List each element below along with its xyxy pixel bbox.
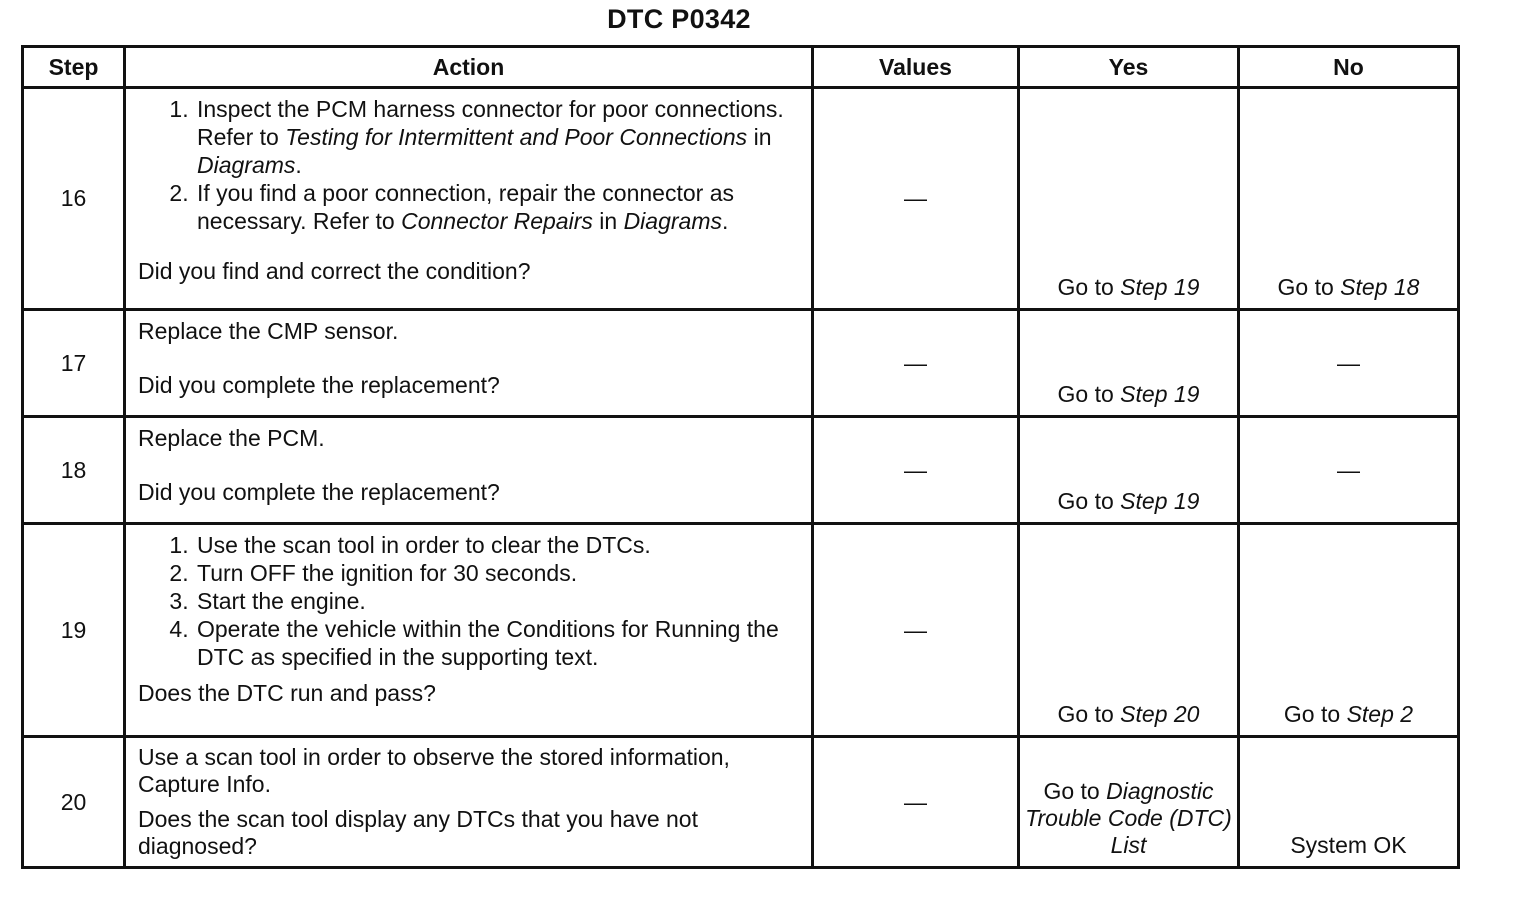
value-cell: — bbox=[813, 310, 1019, 417]
value-cell: — bbox=[813, 417, 1019, 524]
yes-cell: Go to Step 19 bbox=[1019, 417, 1239, 524]
action-cell bbox=[125, 524, 813, 737]
no-cell: System OK bbox=[1239, 737, 1459, 868]
header-row bbox=[23, 47, 1459, 88]
action-question: Does the DTC run and pass? bbox=[138, 680, 436, 706]
action-cell bbox=[125, 417, 813, 524]
step-number: 18 bbox=[23, 417, 125, 524]
table-row bbox=[23, 310, 1459, 417]
step-number: 19 bbox=[23, 524, 125, 737]
table-row bbox=[23, 737, 1459, 868]
step-number: 16 bbox=[23, 88, 125, 310]
action-cell bbox=[125, 88, 813, 310]
action-item: 2. If you find a poor connection, repair the connector as necessary. Refer to Connector Repairs in Diagrams. bbox=[195, 179, 801, 235]
table-row bbox=[23, 524, 1459, 737]
header-values: Values bbox=[813, 47, 1019, 88]
table-row bbox=[23, 88, 1459, 310]
action-item: 3. Start the engine. bbox=[195, 587, 801, 615]
yes-cell: Go to Step 19 bbox=[1019, 310, 1239, 417]
header-step: Step bbox=[23, 47, 125, 88]
value-cell: — bbox=[813, 737, 1019, 868]
step-number: 20 bbox=[23, 737, 125, 868]
yes-cell: Go to Diagnostic Trouble Code (DTC) List bbox=[1019, 737, 1239, 868]
action-item: 1. Inspect the PCM harness connector for poor connections. Refer to Testing for Intermittent and Poor Connections in Diagrams. bbox=[195, 95, 801, 179]
header-no: No bbox=[1239, 47, 1459, 88]
no-cell: Go to Step 18 bbox=[1239, 88, 1459, 310]
action-item: 1. Use the scan tool in order to clear the DTCs. bbox=[195, 531, 801, 559]
page-title: DTC P0342 bbox=[607, 4, 751, 34]
value-cell: — bbox=[813, 524, 1019, 737]
action-cell bbox=[125, 310, 813, 417]
action-text: Use a scan tool in order to observe the stored information, Capture Info. bbox=[138, 744, 730, 797]
action-question: Does the scan tool display any DTCs that you have not diagnosed? bbox=[138, 806, 698, 859]
no-cell: Go to Step 2 bbox=[1239, 524, 1459, 737]
action-question: Did you find and correct the condition? bbox=[138, 258, 531, 284]
no-cell: — bbox=[1239, 310, 1459, 417]
diagnostic-table bbox=[21, 45, 1460, 869]
action-list bbox=[138, 95, 801, 235]
yes-cell: Go to Step 20 bbox=[1019, 524, 1239, 737]
action-item: 2. Turn OFF the ignition for 30 seconds. bbox=[195, 559, 801, 587]
action-question: Did you complete the replacement? bbox=[138, 372, 500, 398]
action-list bbox=[138, 531, 801, 671]
step-number: 17 bbox=[23, 310, 125, 417]
yes-cell: Go to Step 19 bbox=[1019, 88, 1239, 310]
action-cell bbox=[125, 737, 813, 868]
action-text: Replace the PCM. bbox=[138, 425, 325, 451]
no-cell: — bbox=[1239, 417, 1459, 524]
action-question: Did you complete the replacement? bbox=[138, 479, 500, 505]
table-row bbox=[23, 417, 1459, 524]
value-cell: — bbox=[813, 88, 1019, 310]
action-item: 4. Operate the vehicle within the Conditions for Running the DTC as specified in the supporting text. bbox=[195, 615, 801, 671]
action-text: Replace the CMP sensor. bbox=[138, 318, 399, 344]
header-yes: Yes bbox=[1019, 47, 1239, 88]
header-action: Action bbox=[125, 47, 813, 88]
